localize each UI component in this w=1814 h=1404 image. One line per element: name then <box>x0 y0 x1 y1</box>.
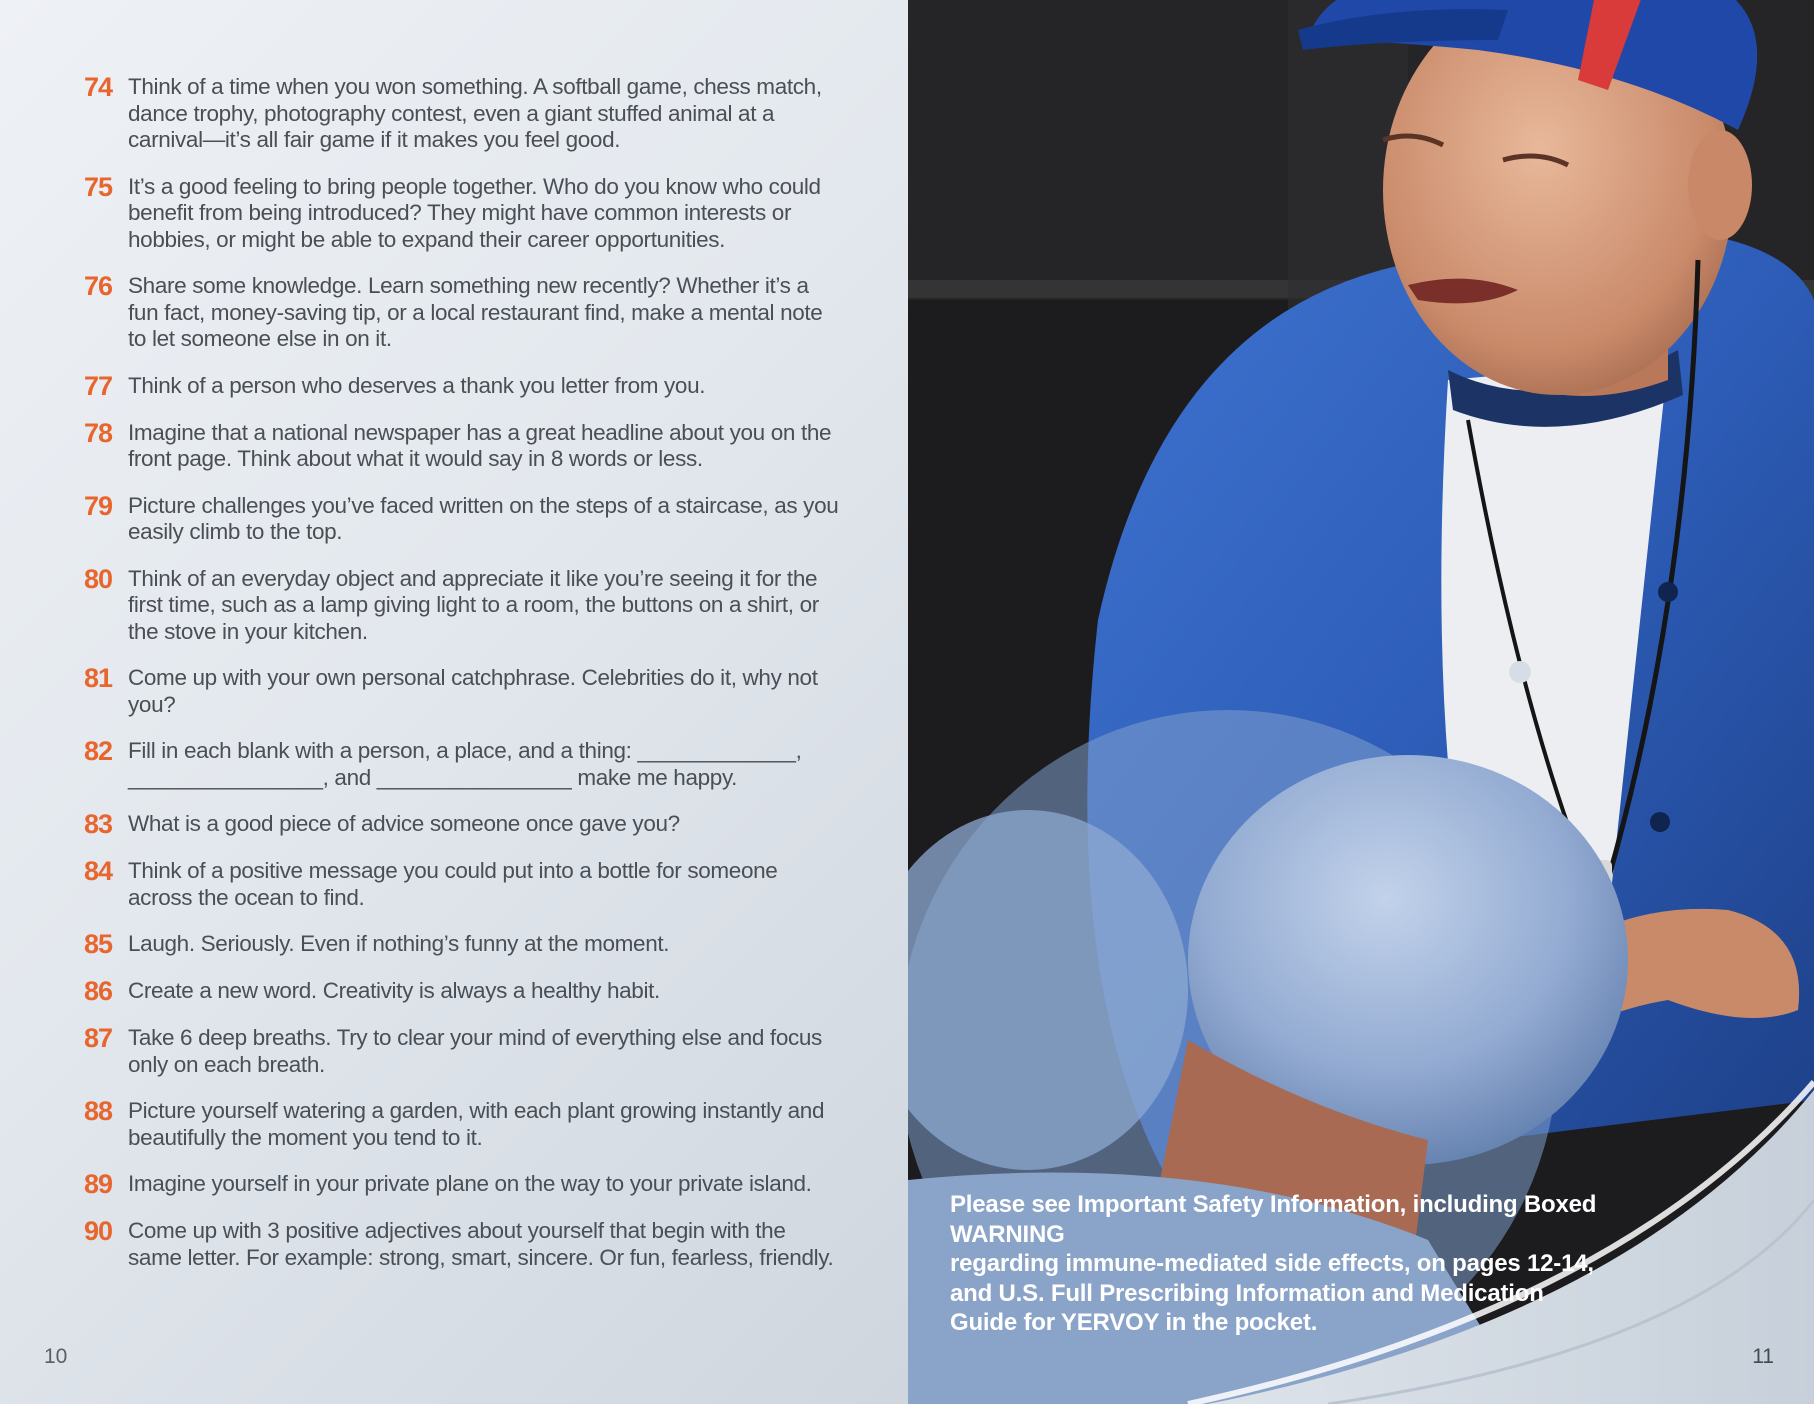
tip-number: 77 <box>84 370 113 401</box>
tip-text: Picture challenges you’ve faced written on the steps of a staircase, as you easily climb to the top. <box>128 492 839 544</box>
tip-number: 76 <box>84 271 113 301</box>
tip-text: Fill in each blank with a person, a place, and a thing: _____________, ________________, and ________________ make me happy. <box>128 738 802 790</box>
tip-text: Share some knowledge. Learn something new recently? Whether it’s a fun fact, money-saving tip, or a local restaurant find, make a mental note to let someone else in on it. <box>128 273 823 351</box>
tip-item <box>84 563 844 646</box>
tip-number: 89 <box>84 1169 113 1199</box>
tip-number: 83 <box>84 809 113 839</box>
page-number-left: 10 <box>44 1345 68 1368</box>
tip-number: 90 <box>84 1216 113 1246</box>
tip-number: 82 <box>84 736 113 766</box>
tip-number: 74 <box>84 72 113 102</box>
tip-number: 88 <box>84 1096 113 1126</box>
tip-item <box>84 858 844 911</box>
safety-line: and U.S. Full Prescribing Information and Medication <box>950 1279 1544 1307</box>
right-page <box>908 0 1814 1404</box>
tip-number: 79 <box>84 490 113 521</box>
tip-item <box>84 738 844 791</box>
tip-text: Come up with 3 positive adjectives about yourself that begin with the same letter. For example: strong, smart, sincere. Or fun, fearless, friendly. <box>128 1218 834 1270</box>
tip-number: 75 <box>84 171 113 202</box>
safety-line: Please see Important Safety Information, including Boxed WARNING <box>950 1191 1597 1248</box>
tip-item <box>84 1171 844 1198</box>
tip-item <box>84 490 844 546</box>
tip-number: 84 <box>84 856 113 886</box>
tip-item <box>84 665 844 718</box>
tip-text: Laugh. Seriously. Even if nothing’s funny at the moment. <box>128 931 670 956</box>
tip-number: 86 <box>84 976 113 1006</box>
tip-text: Come up with your own personal catchphrase. Celebrities do it, why not you? <box>128 665 818 717</box>
tip-item <box>84 931 844 958</box>
tip-item <box>84 1025 844 1078</box>
tip-item <box>84 417 844 473</box>
tip-number: 78 <box>84 417 113 448</box>
tip-text: Picture yourself watering a garden, with each plant growing instantly and beautifully the moment you tend to it. <box>128 1098 825 1150</box>
page-number-right: 11 <box>1752 1345 1774 1368</box>
tip-text: Take 6 deep breaths. Try to clear your mind of everything else and focus only on each breath. <box>128 1025 822 1077</box>
safety-line: Guide for YERVOY in the pocket. <box>950 1309 1318 1336</box>
tips-list <box>84 74 844 1291</box>
tip-number: 81 <box>84 663 113 693</box>
tip-text: What is a good piece of advice someone once gave you? <box>128 811 680 836</box>
tip-item <box>84 978 844 1005</box>
tip-text: It’s a good feeling to bring people together. Who do you know who could benefit from being introduced? They might have common interests or hobbies, or might be able to expand their career opportunities. <box>128 173 821 252</box>
tip-number: 85 <box>84 929 113 959</box>
tip-number: 87 <box>84 1023 113 1053</box>
tip-text: Think of an everyday object and appreciate it like you’re seeing it for the first time, such as a lamp giving light to a room, the buttons on a shirt, or the stove in your kitchen. <box>128 565 819 644</box>
tip-item <box>84 273 844 353</box>
tip-item <box>84 811 844 838</box>
tip-text: Think of a positive message you could put into a bottle for someone across the ocean to find. <box>128 858 778 910</box>
tip-text: Imagine yourself in your private plane on the way to your private island. <box>128 1171 812 1196</box>
tip-text: Create a new word. Creativity is always a healthy habit. <box>128 978 660 1003</box>
tip-text: Think of a time when you won something. A softball game, chess match, dance trophy, photography contest, even a giant stuffed animal at a carnival—it’s all fair game if it makes you feel good. <box>128 74 822 152</box>
safety-information-notice <box>950 1190 1670 1338</box>
tip-item <box>84 1218 844 1271</box>
safety-line: regarding immune-mediated side effects, on pages 12-14, <box>950 1250 1594 1277</box>
tip-number: 80 <box>84 563 113 594</box>
tip-item <box>84 171 844 254</box>
tip-item <box>84 370 844 401</box>
tip-item <box>84 74 844 154</box>
tip-item <box>84 1098 844 1151</box>
tip-text: Imagine that a national newspaper has a great headline about you on the front page. Think about what it would say in 8 words or less. <box>128 419 832 471</box>
tip-text: Think of a person who deserves a thank you letter from you. <box>128 372 706 398</box>
